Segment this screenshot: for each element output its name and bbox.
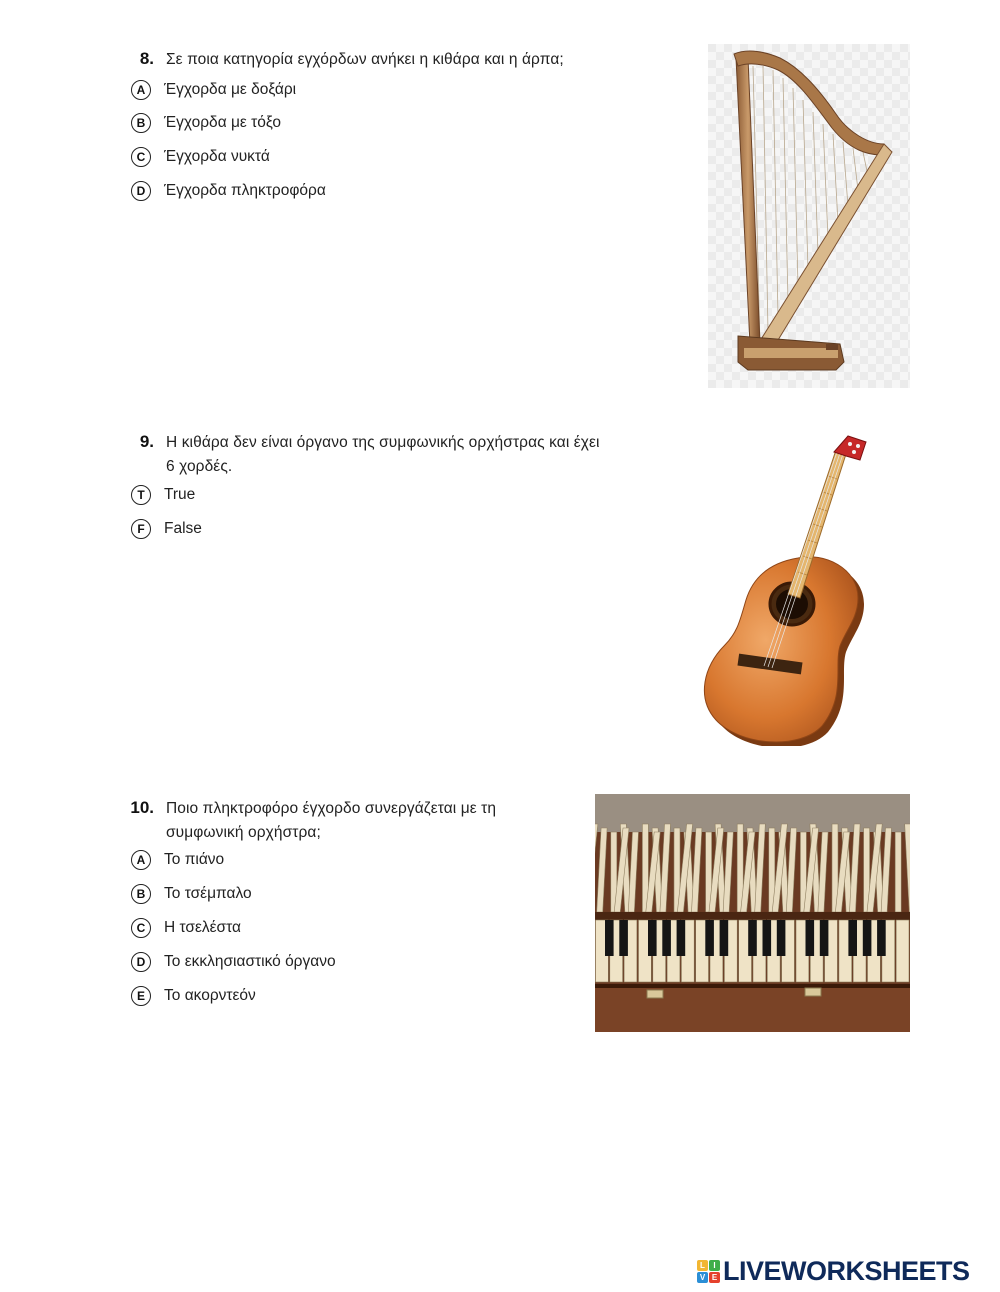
black-key	[705, 920, 714, 956]
option-false[interactable]	[131, 519, 202, 539]
logo-mark-square: L	[697, 1260, 708, 1271]
question-text-line: Σε ποια κατηγορία εγχόρδων ανήκει η κιθάρα και η άρπα;	[166, 51, 564, 68]
question-text	[166, 431, 600, 479]
logo-mark-square: V	[697, 1272, 708, 1283]
piano-keyboard-image	[595, 794, 910, 1032]
question-text	[166, 48, 564, 72]
option-true[interactable]	[131, 485, 195, 505]
option-c[interactable]	[131, 147, 270, 167]
harp-image	[708, 44, 910, 388]
option-a[interactable]	[131, 850, 224, 870]
option-letter-badge: B	[131, 884, 151, 904]
question-number: 10.	[130, 798, 154, 817]
option-letter-badge: A	[131, 80, 151, 100]
option-letter-badge: B	[131, 113, 151, 133]
liveworksheets-logo	[697, 1256, 970, 1287]
option-b[interactable]	[131, 884, 252, 904]
black-key	[605, 920, 614, 956]
option-letter-badge: F	[131, 519, 151, 539]
black-key	[877, 920, 886, 956]
option-b[interactable]	[131, 113, 281, 133]
guitar-image	[700, 434, 870, 746]
black-key	[806, 920, 815, 956]
option-d[interactable]	[131, 952, 336, 972]
option-e[interactable]	[131, 986, 256, 1006]
option-label: Έγχορδα πληκτροφόρα	[164, 182, 326, 199]
black-key	[720, 920, 729, 956]
black-key	[863, 920, 872, 956]
option-letter-badge: E	[131, 986, 151, 1006]
logo-mark-icon	[697, 1260, 720, 1283]
question-number: 8.	[139, 49, 154, 68]
logo-text: LIVEWORKSHEETS	[723, 1256, 970, 1286]
black-key	[777, 920, 786, 956]
option-label: True	[164, 486, 196, 503]
option-letter-badge: C	[131, 918, 151, 938]
option-a[interactable]	[131, 80, 296, 100]
black-key	[820, 920, 829, 956]
option-letter-badge: D	[131, 952, 151, 972]
black-key	[662, 920, 671, 956]
black-key	[763, 920, 772, 956]
black-key	[619, 920, 628, 956]
option-letter-badge: A	[131, 850, 151, 870]
black-key	[848, 920, 857, 956]
option-letter-badge: T	[131, 485, 151, 505]
question-text-line: Η κιθάρα δεν είναι όργανο της συμφωνικής ορχήστρας και έχει	[166, 434, 600, 451]
option-label: Το πιάνο	[164, 851, 225, 868]
question-text-line: 6 χορδές.	[166, 458, 233, 475]
option-label: Το ακορντεόν	[164, 987, 256, 1004]
question-text-line: Ποιο πληκτροφόρο έγχορδο συνεργάζεται με τη	[166, 800, 497, 817]
question-number: 9.	[139, 432, 154, 451]
option-letter-badge: C	[131, 147, 151, 167]
option-label: Το εκκλησιαστικό όργανο	[164, 953, 336, 970]
option-label: Έγχορδα με τόξο	[164, 114, 281, 131]
black-key	[648, 920, 657, 956]
option-label: Έγχορδα νυκτά	[164, 148, 270, 165]
option-c[interactable]	[131, 918, 241, 938]
logo-mark-square: I	[709, 1260, 720, 1271]
key-hammer	[895, 832, 901, 912]
question-text-line: συμφωνική ορχήστρα;	[166, 824, 321, 841]
option-label: Το τσέμπαλο	[164, 885, 252, 902]
logo-mark-square: E	[709, 1272, 720, 1283]
option-d[interactable]	[131, 181, 326, 201]
black-key	[677, 920, 686, 956]
option-label: Έγχορδα με δοξάρι	[164, 81, 297, 98]
option-label: Η τσελέστα	[164, 919, 241, 936]
option-letter-badge: D	[131, 181, 151, 201]
question-text	[166, 797, 496, 845]
option-label: False	[164, 520, 202, 537]
black-key	[748, 920, 757, 956]
white-key	[896, 920, 909, 982]
